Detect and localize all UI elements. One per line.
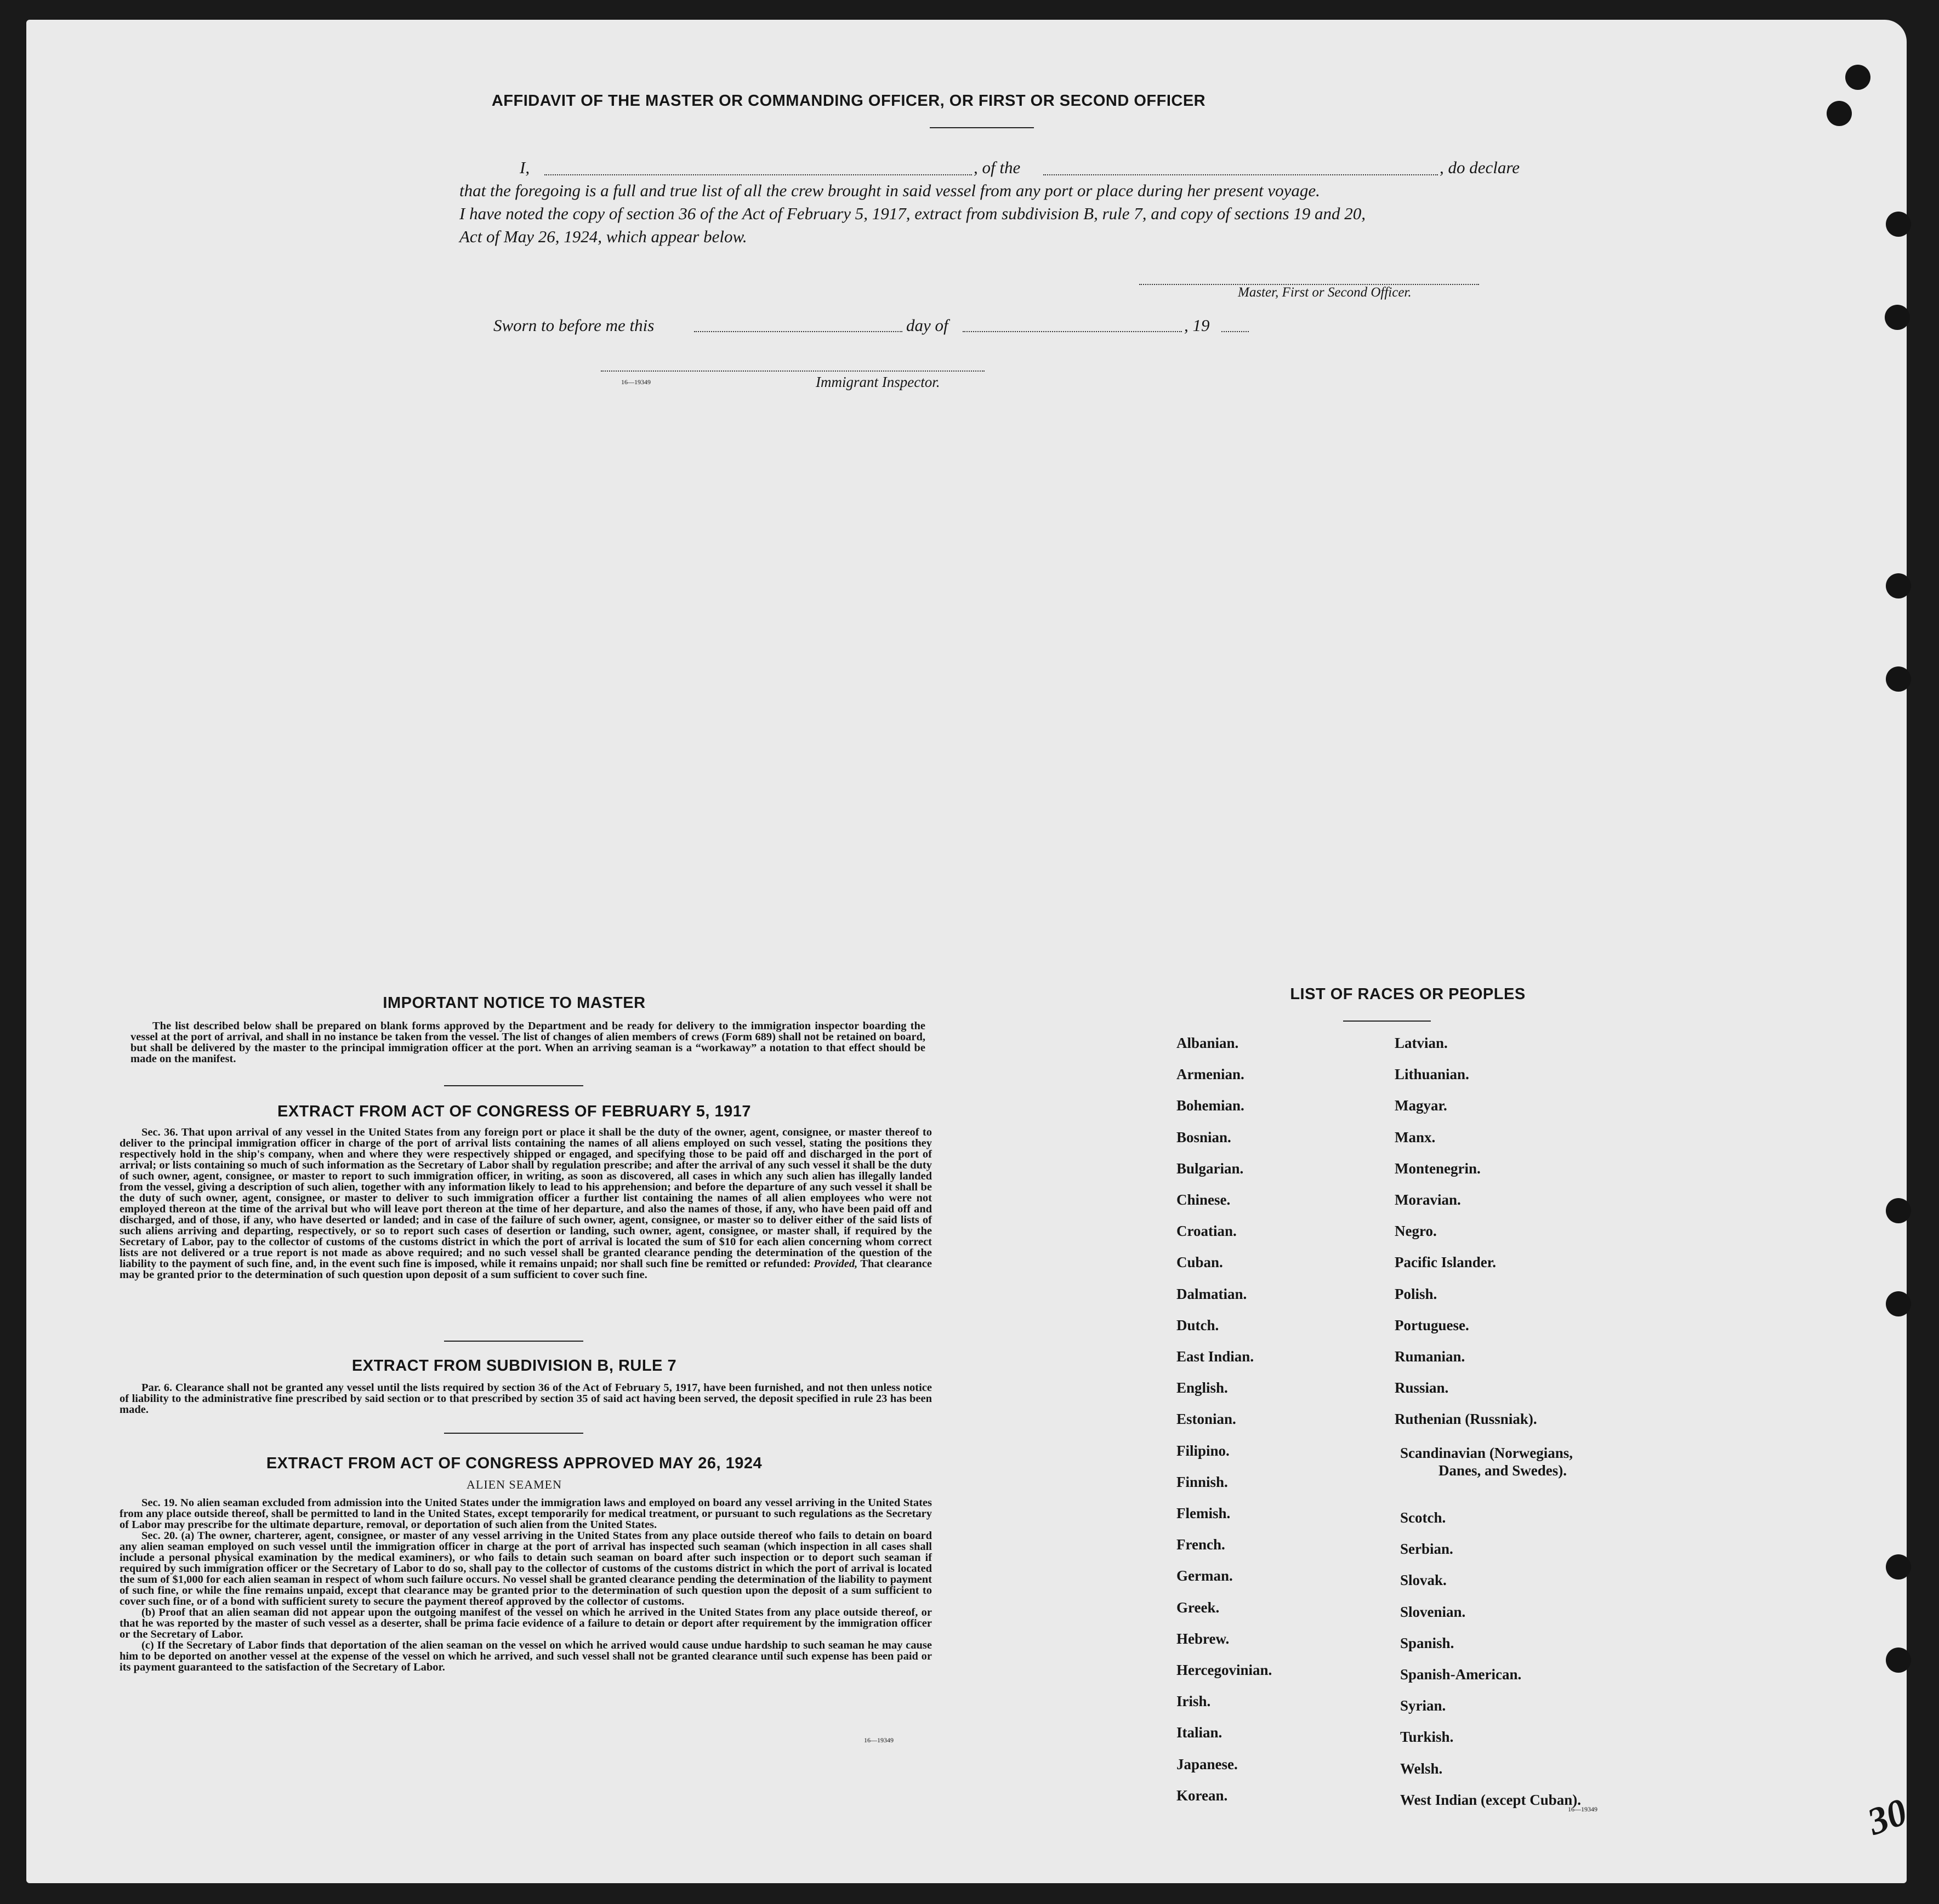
race-item: English. [1176, 1379, 1228, 1396]
race-item: Chinese. [1176, 1192, 1231, 1208]
sec-20b-body: (b) Proof that an alien seaman did not appear upon the outgoing manifest of the vessel on which he arrived in the United States from any place outside thereof, or that he was reported by the master of such vessel as a deserter, shall be prima facie evidence of a failure to detain or deport after requirement by the immigration officer or the Secretary of Labor. [120, 1606, 932, 1640]
race-item: French. [1176, 1536, 1225, 1553]
alien-seamen-subtitle: ALIEN SEAMEN [467, 1478, 562, 1491]
form-number-top: 16—19349 [621, 378, 651, 386]
par-6: Par. 6. Clearance shall not be granted any vessel until the lists required by section 36 of the Act of February 5, 1917, have been furnished, and not then unless notice of liability to the administrative fine prescribed by said section or to that prescribed by section 35 of said act having been served, the deposit specified in rule 23 has been made. [120, 1382, 932, 1416]
race-item: Ruthenian (Russniak). [1395, 1411, 1537, 1428]
inspector-signature-field[interactable] [601, 370, 985, 372]
race-item: Polish. [1395, 1285, 1437, 1302]
race-item: Dalmatian. [1176, 1285, 1247, 1302]
race-item: Rumanian. [1395, 1348, 1465, 1365]
sec-36-label: Sec. 36. [141, 1126, 178, 1138]
race-item: Hercegovinian. [1176, 1662, 1272, 1678]
punch-hole [1845, 65, 1870, 90]
race-item: Cuban. [1176, 1254, 1223, 1271]
extract-1924-text [120, 1497, 932, 1673]
punch-hole [1827, 101, 1852, 126]
punch-hole [1886, 1291, 1911, 1316]
race-item: Dutch. [1176, 1316, 1219, 1333]
sworn-year-field[interactable] [1221, 331, 1249, 332]
race-item: Latvian. [1395, 1035, 1448, 1051]
extract-1917-text [120, 1127, 932, 1280]
form-number-left: 16—19349 [864, 1736, 894, 1744]
race-item: Danes, and Swedes). [1438, 1462, 1567, 1479]
divider-rule [444, 1433, 583, 1434]
declaration-line-4: Act of May 26, 1924, which appear below. [459, 227, 747, 246]
extract-rule7-title: EXTRACT FROM SUBDIVISION B, RULE 7 [351, 1357, 677, 1375]
race-item: Albanian. [1176, 1035, 1239, 1051]
sec-19-label: Sec. 19. [141, 1497, 178, 1509]
extract-rule7-text [120, 1382, 932, 1415]
sworn-day-label: day of [906, 316, 948, 335]
race-item: Finnish. [1176, 1473, 1228, 1490]
race-item: Japanese. [1176, 1755, 1238, 1772]
race-item: Moravian. [1395, 1192, 1461, 1208]
punch-hole [1886, 212, 1911, 237]
declaration-line-3: I have noted the copy of section 36 of the Act of February 5, 1917, extract from subdivision B, rule 7, and copy of sections 19 and 20, [459, 204, 1366, 223]
race-item: Pacific Islander. [1395, 1254, 1496, 1271]
race-item: Flemish. [1176, 1505, 1231, 1521]
race-item: Italian. [1176, 1724, 1222, 1741]
race-item: Portuguese. [1395, 1316, 1469, 1333]
race-item: Manx. [1395, 1128, 1436, 1145]
race-item: Armenian. [1176, 1066, 1244, 1083]
race-item: Spanish. [1400, 1634, 1454, 1651]
race-item: East Indian. [1176, 1348, 1254, 1365]
races-title-rule [1343, 1021, 1431, 1022]
race-item: Spanish-American. [1400, 1666, 1522, 1683]
race-item: Irish. [1176, 1693, 1211, 1710]
punch-hole [1886, 1554, 1911, 1580]
sec-20c-body: (c) If the Secretary of Labor finds that deportation of the alien seaman on the vessel on which he arrived would cause undue hardship to such seaman he may cause him to be deported on another vessel at the expense of the vessel on which he arrived, and such vessel shall not be granted clearance until such expense has been paid or its payment guaranteed to the satisfaction of the Secretary of Labor. [120, 1639, 932, 1673]
corner-mark: 30 [1862, 1791, 1913, 1844]
race-item: Serbian. [1400, 1541, 1453, 1558]
affidavit-title: AFFIDAVIT OF THE MASTER OR COMMANDING OFFICER, OR FIRST OR SECOND OFFICER [491, 92, 1206, 110]
race-item: Scotch. [1400, 1509, 1446, 1526]
race-item: Negro. [1395, 1223, 1437, 1240]
race-item: Korean. [1176, 1787, 1228, 1804]
race-item: Filipino. [1176, 1442, 1230, 1459]
race-item: Slovenian. [1400, 1603, 1466, 1620]
sworn-month-field[interactable] [963, 331, 1182, 332]
punch-hole [1886, 666, 1911, 692]
race-item: Croatian. [1176, 1223, 1237, 1240]
punch-hole [1886, 1648, 1911, 1673]
punch-hole [1886, 1198, 1911, 1223]
inspector-caption: Immigrant Inspector. [816, 374, 940, 390]
declaration-of-the: , of the [974, 158, 1021, 177]
form-number-right: 16—19349 [1568, 1805, 1597, 1813]
race-item: Slovak. [1400, 1572, 1447, 1589]
declaration-i: I, [520, 158, 530, 177]
race-item: Hebrew. [1176, 1630, 1230, 1647]
race-item: Greek. [1176, 1599, 1220, 1616]
race-item: Scandinavian (Norwegians, [1400, 1444, 1573, 1461]
vessel-field[interactable] [1043, 174, 1438, 175]
race-item: Syrian. [1400, 1697, 1446, 1714]
master-caption: Master, First or Second Officer. [1238, 285, 1412, 300]
sec-36-body: That upon arrival of any vessel in the United States from any foreign port or place it shall be the duty of the owner, agent, consignee, or master thereof to deliver to the principal immigration officer in charge of the port of arrival lists containing the names of all aliens employed on such vessel, stating the positions they respectively hold in the ship's company, when and where they were respectively shipped or engaged, and specifying those to be paid off and discharged in the port of arrival; or lists containing so much of such information as the Secretary of Labor shall by regulation prescribe; and after the arrival of any such vessel it shall be the duty of such owner, agent, consignee, or master to report to such immigration officer, in writing, as soon as discovered, all cases in which any such alien has illegally landed from the vessel, giving a description of such alien, together with any information likely to lead to his apprehension; and before the departure of any such vessel it shall be the duty of such owner, agent, consignee, or master to deliver to such immigration officer a further list containing the names of all alien employees who were not employed thereon at the time of the arrival but who will leave port thereon at the time of her departure, and also the names of those, if any, who have been paid off and discharged, and of those, if any, who have deserted or landed; and in case of the failure of such owner, agent, consignee, or master so to deliver either of the said lists of such aliens arriving and departing, respectively, or so to report such cases of desertion or landing, such owner, agent, consignee, or master shall, if required by the Secretary of Labor, pay to the collector of customs of the customs district in which the port of arrival is located the sum of $10 for each alien concerning whom correct lists are not delivered or a true report is not made as above required; and no such vessel shall be granted clearance pending the determination of the question of the liability to the payment of such fine, and, in the event such fine is imposed, while it remains unpaid; nor shall such fine be remitted or refunded: [120, 1126, 932, 1270]
divider-rule [444, 1341, 583, 1342]
notice-paragraph: The list described below shall be prepared on blank forms approved by the Department and be ready for delivery to the immigration inspector boarding the vessel at the port of arrival, and shall in no instance be taken from the vessel. The list of changes of alien members of crews (Form 689) shall not be retained on board, but shall be delivered by the master to the principal immigration officer at the port. When an arriving seaman is a “workaway” a notation to that effect should be made on the manifest. [130, 1020, 925, 1065]
notice-title: IMPORTANT NOTICE TO MASTER [383, 994, 646, 1012]
races-title: LIST OF RACES OR PEOPLES [1290, 985, 1526, 1003]
race-item: Bohemian. [1176, 1097, 1244, 1114]
extract-1924-title: EXTRACT FROM ACT OF CONGRESS APPROVED MAY 26, 1924 [266, 1455, 763, 1472]
title-rule [930, 127, 1034, 128]
sworn-year-label: , 19 [1184, 316, 1210, 335]
declaration-declare: , do declare [1440, 158, 1520, 177]
race-item: West Indian (except Cuban). [1400, 1791, 1582, 1808]
divider-rule [444, 1085, 583, 1086]
race-item: Russian. [1395, 1379, 1449, 1396]
punch-hole [1886, 573, 1911, 598]
race-item: Lithuanian. [1395, 1066, 1469, 1083]
sec-20-label: Sec. 20. [141, 1530, 178, 1542]
sec-20a-body: (a) The owner, charterer, agent, consignee, or master of any vessel arriving in the United States from any place outside thereof who fails to detain on board any alien seaman employed on such vessel until the immigration officer in charge at the port of arrival has inspected such seaman (which inspection in all cases shall include a personal physical examination by the medical examiners), or who fails to detain such seaman on board after such inspection or to deport such seaman if required by such immigration officer or the Secretary of Labor to do so, shall pay to the collector of customs of the customs district in which the port of arrival is located the sum of $1,000 for each alien seaman in respect of whom such failure occurs. No vessel shall be granted clearance pending the determination of the liability to payment of such fine, or while the fine remains unpaid, except that clearance may be granted prior to the determination of such question upon the deposit of a sum sufficient to cover such fine, or of a bond with sufficient surety to secure the payment thereof approved by the collector of customs. [120, 1530, 932, 1607]
notice-text [130, 1021, 925, 1064]
race-item: Turkish. [1400, 1729, 1454, 1746]
race-item: German. [1176, 1567, 1233, 1584]
race-item: Montenegrin. [1395, 1160, 1481, 1177]
sec-36-end: That clearance may be granted prior to the determination of such question upon deposit of a sum sufficient to cover such fine. [120, 1258, 932, 1281]
declaration-line-2: that the foregoing is a full and true list of all the crew brought in said vessel from any port or place during her present voyage. [459, 181, 1320, 200]
provided-word: Provided, [813, 1258, 858, 1270]
document-page [26, 20, 1913, 1883]
punch-hole [1885, 305, 1910, 330]
extract-1917-title: EXTRACT FROM ACT OF CONGRESS OF FEBRUARY 5, 1917 [277, 1103, 752, 1120]
name-field[interactable] [544, 174, 972, 175]
sworn-day-field[interactable] [694, 331, 902, 332]
race-item: Magyar. [1395, 1097, 1447, 1114]
sec-19-body: No alien seaman excluded from admission into the United States under the immigration laws and employed on board any vessel arriving in the United States from any place outside thereof, shall be permitted to land in the United States, except temporarily for medical treatment, or pursuant to such regulations as the Secretary of Labor may prescribe for the ultimate departure, removal, or deportation of such alien from the United States. [120, 1497, 932, 1531]
race-item: Bosnian. [1176, 1128, 1231, 1145]
sworn-prefix: Sworn to before me this [493, 316, 655, 335]
race-item: Welsh. [1400, 1760, 1443, 1777]
race-item: Estonian. [1176, 1411, 1236, 1428]
race-item: Bulgarian. [1176, 1160, 1244, 1177]
